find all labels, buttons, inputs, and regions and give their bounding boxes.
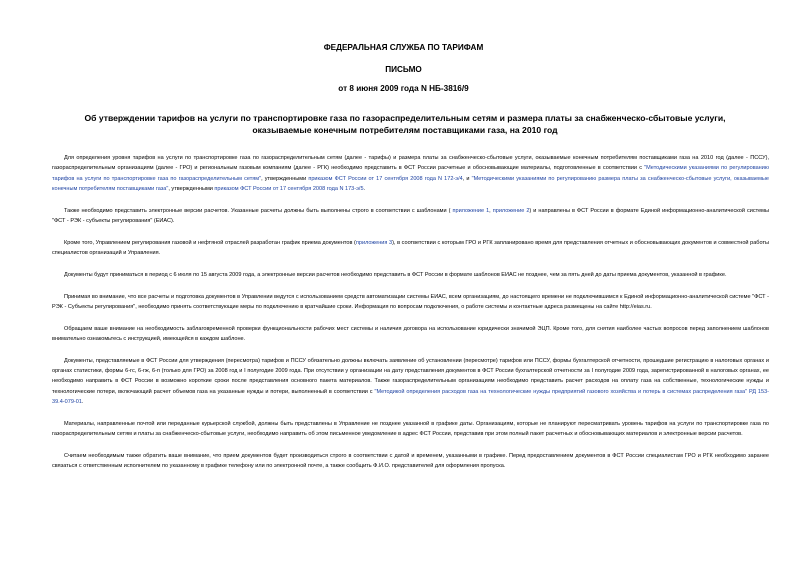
agency-name: ФЕДЕРАЛЬНАЯ СЛУЖБА ПО ТАРИФАМ bbox=[323, 43, 484, 52]
document-body bbox=[52, 153, 769, 483]
paragraph-7 bbox=[52, 356, 769, 407]
paragraph-text: . bbox=[363, 185, 366, 192]
paragraph-text: , утвержденными bbox=[261, 175, 309, 182]
paragraph-text: , и bbox=[462, 175, 472, 182]
paragraph-5: Принимая во внимание, что все расчеты и подготовка документов в Управлении ведутся с использованием средств автоматизации системы ЕИАС, всем организациям, до настоящего времени не подключившимся к Единой информационно-аналитической системе "ФСТ - РЭК - Субъекты регулирования", необходимо принять соответствующие меры по подключению в кратчайшие сроки. Информация по вопросам подключения, о работе системы и контактные адреса размещены на сайте http://eias.ru. bbox=[52, 293, 769, 310]
paragraph-9: Считаем необходимым также обратить ваше внимание, что прием документов будет производиться строго в соответствии с датой и временем, указанными в графике. Перед предоставлением документов в ФСТ России специалистам ГРО и РГК необходимо заранее связаться с ответственным исполнителем по указанному в графике телефону или по электронной почте, а также сообщить Ф.И.О. представителей для оформления пропуска. bbox=[52, 452, 769, 470]
paragraph-2 bbox=[52, 206, 769, 227]
paragraph-text: ), в соответствии с которым ГРО и РГК запланировано время для представления отчетных и обосновывающих документов и совместной работы специалистов организаций и Управления. bbox=[52, 239, 769, 257]
paragraph-text: Также необходимо представить электронные версии расчетов. Указанные расчеты должны быть выполнены строго в соответствии с шаблонами ( bbox=[64, 207, 453, 214]
link-appendix-3[interactable]: приложения 3 bbox=[355, 239, 393, 246]
link-order-172[interactable]: приказом ФСТ России от 17 сентября 2008 года N 172-э/4 bbox=[308, 175, 463, 182]
link-order-173[interactable]: приказом ФСТ России от 17 сентября 2008 года N 173-э/5 bbox=[214, 185, 364, 192]
paragraph-8: Материалы, направленные почтой или переданные курьерской службой, должны быть представлены в Управление не позднее указанной в графике даты. Организациям, которые не планируют пересматривать уровень тарифов на услуги по транспортировке газа по газораспределительным сетям и платы за снабженческо-сбытовые услуги, необходимо направить об этом письменное уведомление в адрес ФСТ России, представив при этом полный пакет расчетных и обосновывающих материалов и электронные версии расчетов. bbox=[52, 420, 769, 438]
document-title: Об утверждении тарифов на услуги по транспортировке газа по газораспределительным сетям и размера платы за снабженческо-сбытовые услуги, оказываемые конечным потребителям поставщиками газа, на 2010 год bbox=[84, 113, 726, 135]
link-appendix-1[interactable]: приложение 1 bbox=[452, 207, 490, 214]
paragraph-text: Для определения уровня тарифов на услуги по транспортировке газа по газораспределительным сетям (далее - тарифы) и размера платы за снабженческо-сбытовые услуги, оказываемые конечным потребителям поставщиками газа на 2010 год (далее - ПССУ), газораспределительным организациям (далее - ГРО) и региональным газовым компаниям (далее - РГК) необходимо представить в ФСТ России расчетные и обосновывающие материалы, подготовленные в соответствии с bbox=[52, 155, 769, 172]
paragraph-text: Документы, представляемые в ФСТ России для утверждения (пересмотра) тарифов и ПССУ обязательно должны включать заявление об установлении (пересмотре) тарифов или ПССУ, формы бухгалтерской отчетности, прошедшие регистрацию в налоговых органах и органах статистики, формы 6-гс, 6-гж, 6-п (только для ГРО) за 2008 год и I полугодие 2009 года. При отсутствии у организации на дату представления документов в ФСТ России бухгалтерской отчетности за I полугодие 2009 года, зарегистрированной в налоговых органах, ее необходимо направить в ФСТ России в возможно короткие сроки после представления основного пакета материалов. Также газораспределительным организациям необходимо представить расчет расходов на оплату газа на собственные, технологические нужды и технологические потери, включающий расчет объемов газа на указанные нужды и потери, выполненный в соответствии с bbox=[52, 357, 769, 395]
document-type: ПИСЬМО bbox=[385, 65, 422, 74]
paragraph-6: Обращаем ваше внимание на необходимость заблаговременной проверки функциональности рабочих мест системы и наличия договора на использование юридически значимой ЭЦП. Кроме того, для снятия наиболее частых вопросов перед заполнением шаблонов внимательно ознакомьтесь с инструкцией, имеющейся в каждом шаблоне. bbox=[52, 325, 769, 343]
link-gas-loss-methodology[interactable]: "Методикой определения расходов газа на технологические нужды предприятий газового хозяйства и потерь в системах распределения газа" bbox=[374, 388, 748, 395]
paragraph-1 bbox=[52, 153, 769, 194]
document-date-number: от 8 июня 2009 года N НБ-3816/9 bbox=[338, 84, 469, 93]
paragraph-text: . bbox=[81, 399, 84, 406]
paragraph-4: Документы будут приниматься в период с 6 июля по 15 августа 2009 года, а электронные версии расчетов необходимо представить в ФСТ России в формате шаблонов ЕИАС не позднее, чем за пять дней до даты приема документов, указанной в графике. bbox=[64, 271, 727, 278]
link-rd-153[interactable]: РД 153-39.4-079-01 bbox=[52, 388, 770, 406]
link-appendix-2[interactable]: приложение 2 bbox=[492, 207, 530, 214]
link-methodology-supply[interactable]: "Методическими указаниями по регулированию размера платы за снабженческо-сбытовые услуги, оказываемые конечным потребителям поставщиками газа" bbox=[52, 175, 769, 192]
paragraph-text: , утвержденными bbox=[168, 185, 215, 192]
paragraph-3 bbox=[52, 238, 769, 259]
paragraph-text: Кроме того, Управлением регулирования газовой и нефтяной отраслей разработан график приема документов ( bbox=[64, 239, 356, 246]
paragraph-text: , bbox=[489, 207, 493, 214]
link-methodology-transport[interactable]: "Методическими указаниями по регулированию тарифов на услуги по транспортировке газа по газораспределительным сетям" bbox=[52, 165, 769, 182]
paragraph-text: ) и направлены в ФСТ России в формате Единой информационно-аналитической системы "ФСТ - РЭК - субъекты регулирования" (ЕИАС). bbox=[52, 207, 769, 224]
